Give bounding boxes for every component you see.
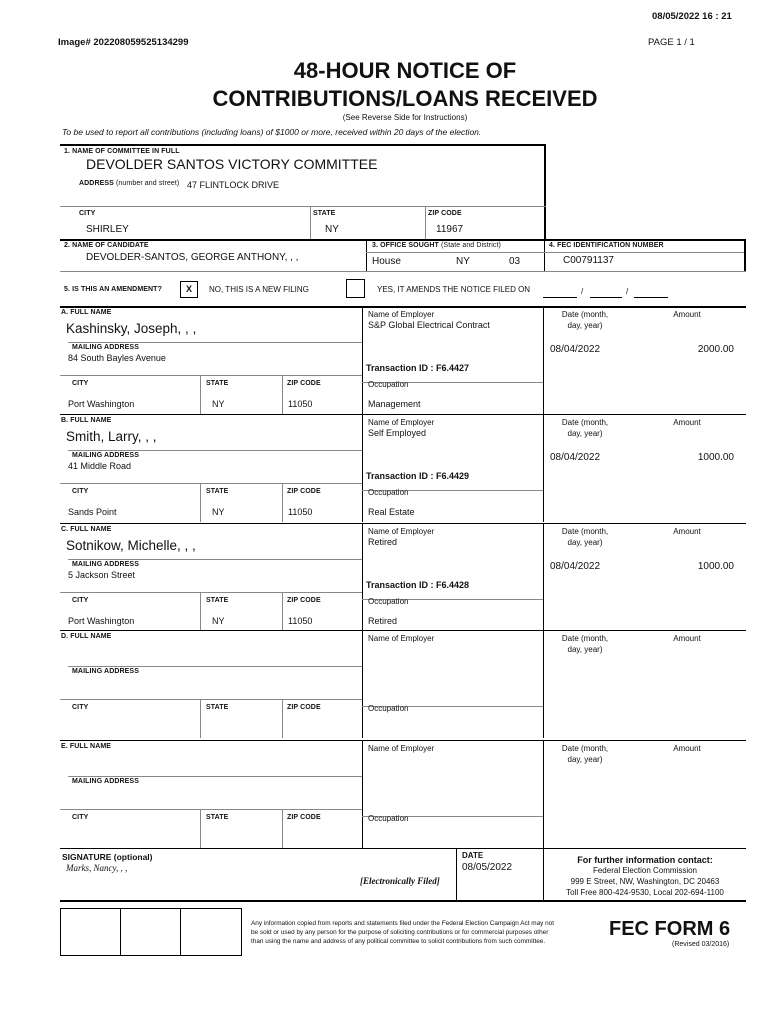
contributor-name: Kashinsky, Joseph, , , <box>66 321 197 336</box>
date-label: Date (month, <box>561 418 609 427</box>
transaction-id: Transaction ID : F6.4427 <box>366 363 470 373</box>
committee-zip: 11967 <box>436 224 464 235</box>
date-label-2: day, year) <box>567 538 603 547</box>
occupation-value: Retired <box>368 616 398 626</box>
date-label: Date (month, <box>561 744 609 753</box>
office-sought-label: 3. OFFICE SOUGHT (State and District) <box>372 242 501 249</box>
contributor-zip: 11050 <box>288 616 313 626</box>
signature-date-label: DATE <box>462 851 484 860</box>
contribution-date: 08/04/2022 <box>550 561 601 572</box>
contributor-full-name-label: E. FULL NAME <box>61 743 112 750</box>
timestamp: 08/05/2022 16 : 21 <box>652 11 732 22</box>
revised-date: (Revised 03/2016) <box>672 941 730 948</box>
date-label-2: day, year) <box>567 755 603 764</box>
contributor-state: NY <box>212 399 225 409</box>
office-district: 03 <box>509 256 521 267</box>
committee-zip-label: ZIP CODE <box>428 210 462 217</box>
contributor-state-label: STATE <box>206 488 229 495</box>
occupation-label: Occupation <box>368 488 409 497</box>
date-label-2: day, year) <box>567 321 603 330</box>
office-use-box <box>60 908 242 956</box>
see-reverse-note: (See Reverse Side for Instructions) <box>342 113 468 122</box>
employer-label: Name of Employer <box>368 310 435 319</box>
contributor-address: 5 Jackson Street <box>68 570 136 580</box>
fec-id-label: 4. FEC IDENTIFICATION NUMBER <box>549 242 664 249</box>
contributor-full-name-label: A. FULL NAME <box>61 309 112 316</box>
notice-line-3: than using the name and address of any political committee to solicit contributions from such committee. <box>251 938 546 945</box>
contributor-zip-label: ZIP CODE <box>287 380 321 387</box>
committee-name-label: 1. NAME OF COMMITTEE IN FULL <box>64 148 180 155</box>
contributor-state-label: STATE <box>206 380 229 387</box>
committee-state-label: STATE <box>313 210 336 217</box>
contributor-zip-label: ZIP CODE <box>287 488 321 495</box>
contributor-city-label: CITY <box>72 597 89 604</box>
contributor-state-label: STATE <box>206 704 229 711</box>
transaction-id: Transaction ID : F6.4429 <box>366 471 470 481</box>
contributor-full-name-label: B. FULL NAME <box>61 417 112 424</box>
occupation-label: Occupation <box>368 814 409 823</box>
contributor-state-label: STATE <box>206 597 229 604</box>
date-label: Date (month, <box>561 634 609 643</box>
yes-amendment-text: YES, IT AMENDS THE NOTICE FILED ON <box>377 285 531 294</box>
fec-id: C00791137 <box>563 255 614 266</box>
date-label: Date (month, <box>561 527 609 536</box>
mailing-address-label: MAILING ADDRESS <box>72 344 139 351</box>
mailing-address-label: MAILING ADDRESS <box>72 668 139 675</box>
contributor-city-label: CITY <box>72 704 89 711</box>
amount-label: Amount <box>673 634 701 643</box>
contributor-address: 41 Middle Road <box>68 461 132 471</box>
employer-name: Self Employed <box>368 428 427 438</box>
contributor-state: NY <box>212 507 225 517</box>
yes-amendment-checkbox[interactable] <box>346 279 365 298</box>
contributor-name: Sotnikow, Michelle, , , <box>66 538 196 553</box>
contributor-city-label: CITY <box>72 814 89 821</box>
contribution-date: 08/04/2022 <box>550 344 601 355</box>
candidate-name-label: 2. NAME OF CANDIDATE <box>64 242 149 249</box>
employer-label: Name of Employer <box>368 418 435 427</box>
employer-label: Name of Employer <box>368 744 435 753</box>
contributor-city: Port Washington <box>68 616 135 626</box>
signature-label: SIGNATURE (optional) <box>62 852 153 862</box>
amount-label: Amount <box>673 310 701 319</box>
contributor-city: Sands Point <box>68 507 117 517</box>
committee-state: NY <box>325 224 339 235</box>
occupation-label: Occupation <box>368 380 409 389</box>
contributor-city-label: CITY <box>72 380 89 387</box>
contact-title: For further information contact: <box>577 855 713 865</box>
office-state: NY <box>456 256 470 267</box>
contributor-zip: 11050 <box>288 507 313 517</box>
contributor-full-name-label: D. FULL NAME <box>61 633 112 640</box>
contributor-city-label: CITY <box>72 488 89 495</box>
contributor-full-name-label: C. FULL NAME <box>61 526 112 533</box>
contributor-state-label: STATE <box>206 814 229 821</box>
contributor-state: NY <box>212 616 225 626</box>
contributor-address: 84 South Bayles Avenue <box>68 353 166 363</box>
committee-address: 47 FLINTLOCK DRIVE <box>187 180 280 190</box>
contact-phone: Toll Free 800-424-9530, Local 202-694-1100 <box>566 888 724 897</box>
occupation-value: Management <box>368 399 421 409</box>
employer-label: Name of Employer <box>368 527 435 536</box>
contributor-zip-label: ZIP CODE <box>287 704 321 711</box>
date-label-2: day, year) <box>567 645 603 654</box>
employer-name: Retired <box>368 537 398 547</box>
contact-address: 999 E Street, NW, Washington, DC 20463 <box>570 877 720 886</box>
amendment-label: 5. IS THIS AN AMENDMENT? <box>64 286 162 293</box>
form-title-line1: 48-HOUR NOTICE OF <box>293 58 517 83</box>
page-indicator: PAGE 1 / 1 <box>648 37 695 48</box>
occupation-value: Real Estate <box>368 507 415 517</box>
office-sought: House <box>372 256 401 267</box>
contribution-date: 08/04/2022 <box>550 452 601 463</box>
contributor-name: Smith, Larry, , , <box>66 429 157 444</box>
no-amendment-checkbox[interactable]: X <box>180 281 198 298</box>
notice-line-2: be sold or used by any person for the purpose of soliciting contributions or for commercial purposes other <box>251 929 549 936</box>
contact-org: Federal Election Commission <box>592 866 698 875</box>
committee-city-label: CITY <box>79 210 96 217</box>
transaction-id: Transaction ID : F6.4428 <box>366 580 470 590</box>
form-title-line2: CONTRIBUTIONS/LOANS RECEIVED <box>212 86 598 111</box>
employer-label: Name of Employer <box>368 634 435 643</box>
contribution-amount: 1000.00 <box>697 561 734 572</box>
no-amendment-text: NO, THIS IS A NEW FILING <box>209 285 309 294</box>
image-number: Image# 202208059525134299 <box>58 37 189 48</box>
candidate-name: DEVOLDER-SANTOS, GEORGE ANTHONY, , , <box>86 252 299 263</box>
committee-city: SHIRLEY <box>86 224 129 235</box>
address-label: ADDRESS (number and street) <box>79 180 180 187</box>
amount-label: Amount <box>673 527 701 536</box>
amount-label: Amount <box>673 744 701 753</box>
electronically-filed: [Electronically Filed] <box>360 876 440 886</box>
mailing-address-label: MAILING ADDRESS <box>72 561 139 568</box>
notice-line-1: Any information copied from reports and statements filed under the Federal Election Campaign Act may not <box>251 920 555 927</box>
committee-name: DEVOLDER SANTOS VICTORY COMMITTEE <box>86 156 378 172</box>
contributor-zip-label: ZIP CODE <box>287 814 321 821</box>
mailing-address-label: MAILING ADDRESS <box>72 452 139 459</box>
instructions-text: To be used to report all contributions (including loans) of $1000 or more, received within 20 days of the election. <box>62 127 482 137</box>
amount-label: Amount <box>673 418 701 427</box>
form-name: FEC FORM 6 <box>609 918 731 940</box>
contributor-zip: 11050 <box>288 399 313 409</box>
occupation-label: Occupation <box>368 704 409 713</box>
contributor-zip-label: ZIP CODE <box>287 597 321 604</box>
date-label-2: day, year) <box>567 429 603 438</box>
employer-name: S&P Global Electrical Contract <box>368 320 490 330</box>
mailing-address-label: MAILING ADDRESS <box>72 778 139 785</box>
contribution-amount: 2000.00 <box>697 344 734 355</box>
contribution-amount: 1000.00 <box>697 452 734 463</box>
date-label: Date (month, <box>561 310 609 319</box>
occupation-label: Occupation <box>368 597 409 606</box>
signature-name: Marks, Nancy, , , <box>66 863 128 873</box>
contributor-city: Port Washington <box>68 399 135 409</box>
signature-date: 08/05/2022 <box>462 862 513 873</box>
